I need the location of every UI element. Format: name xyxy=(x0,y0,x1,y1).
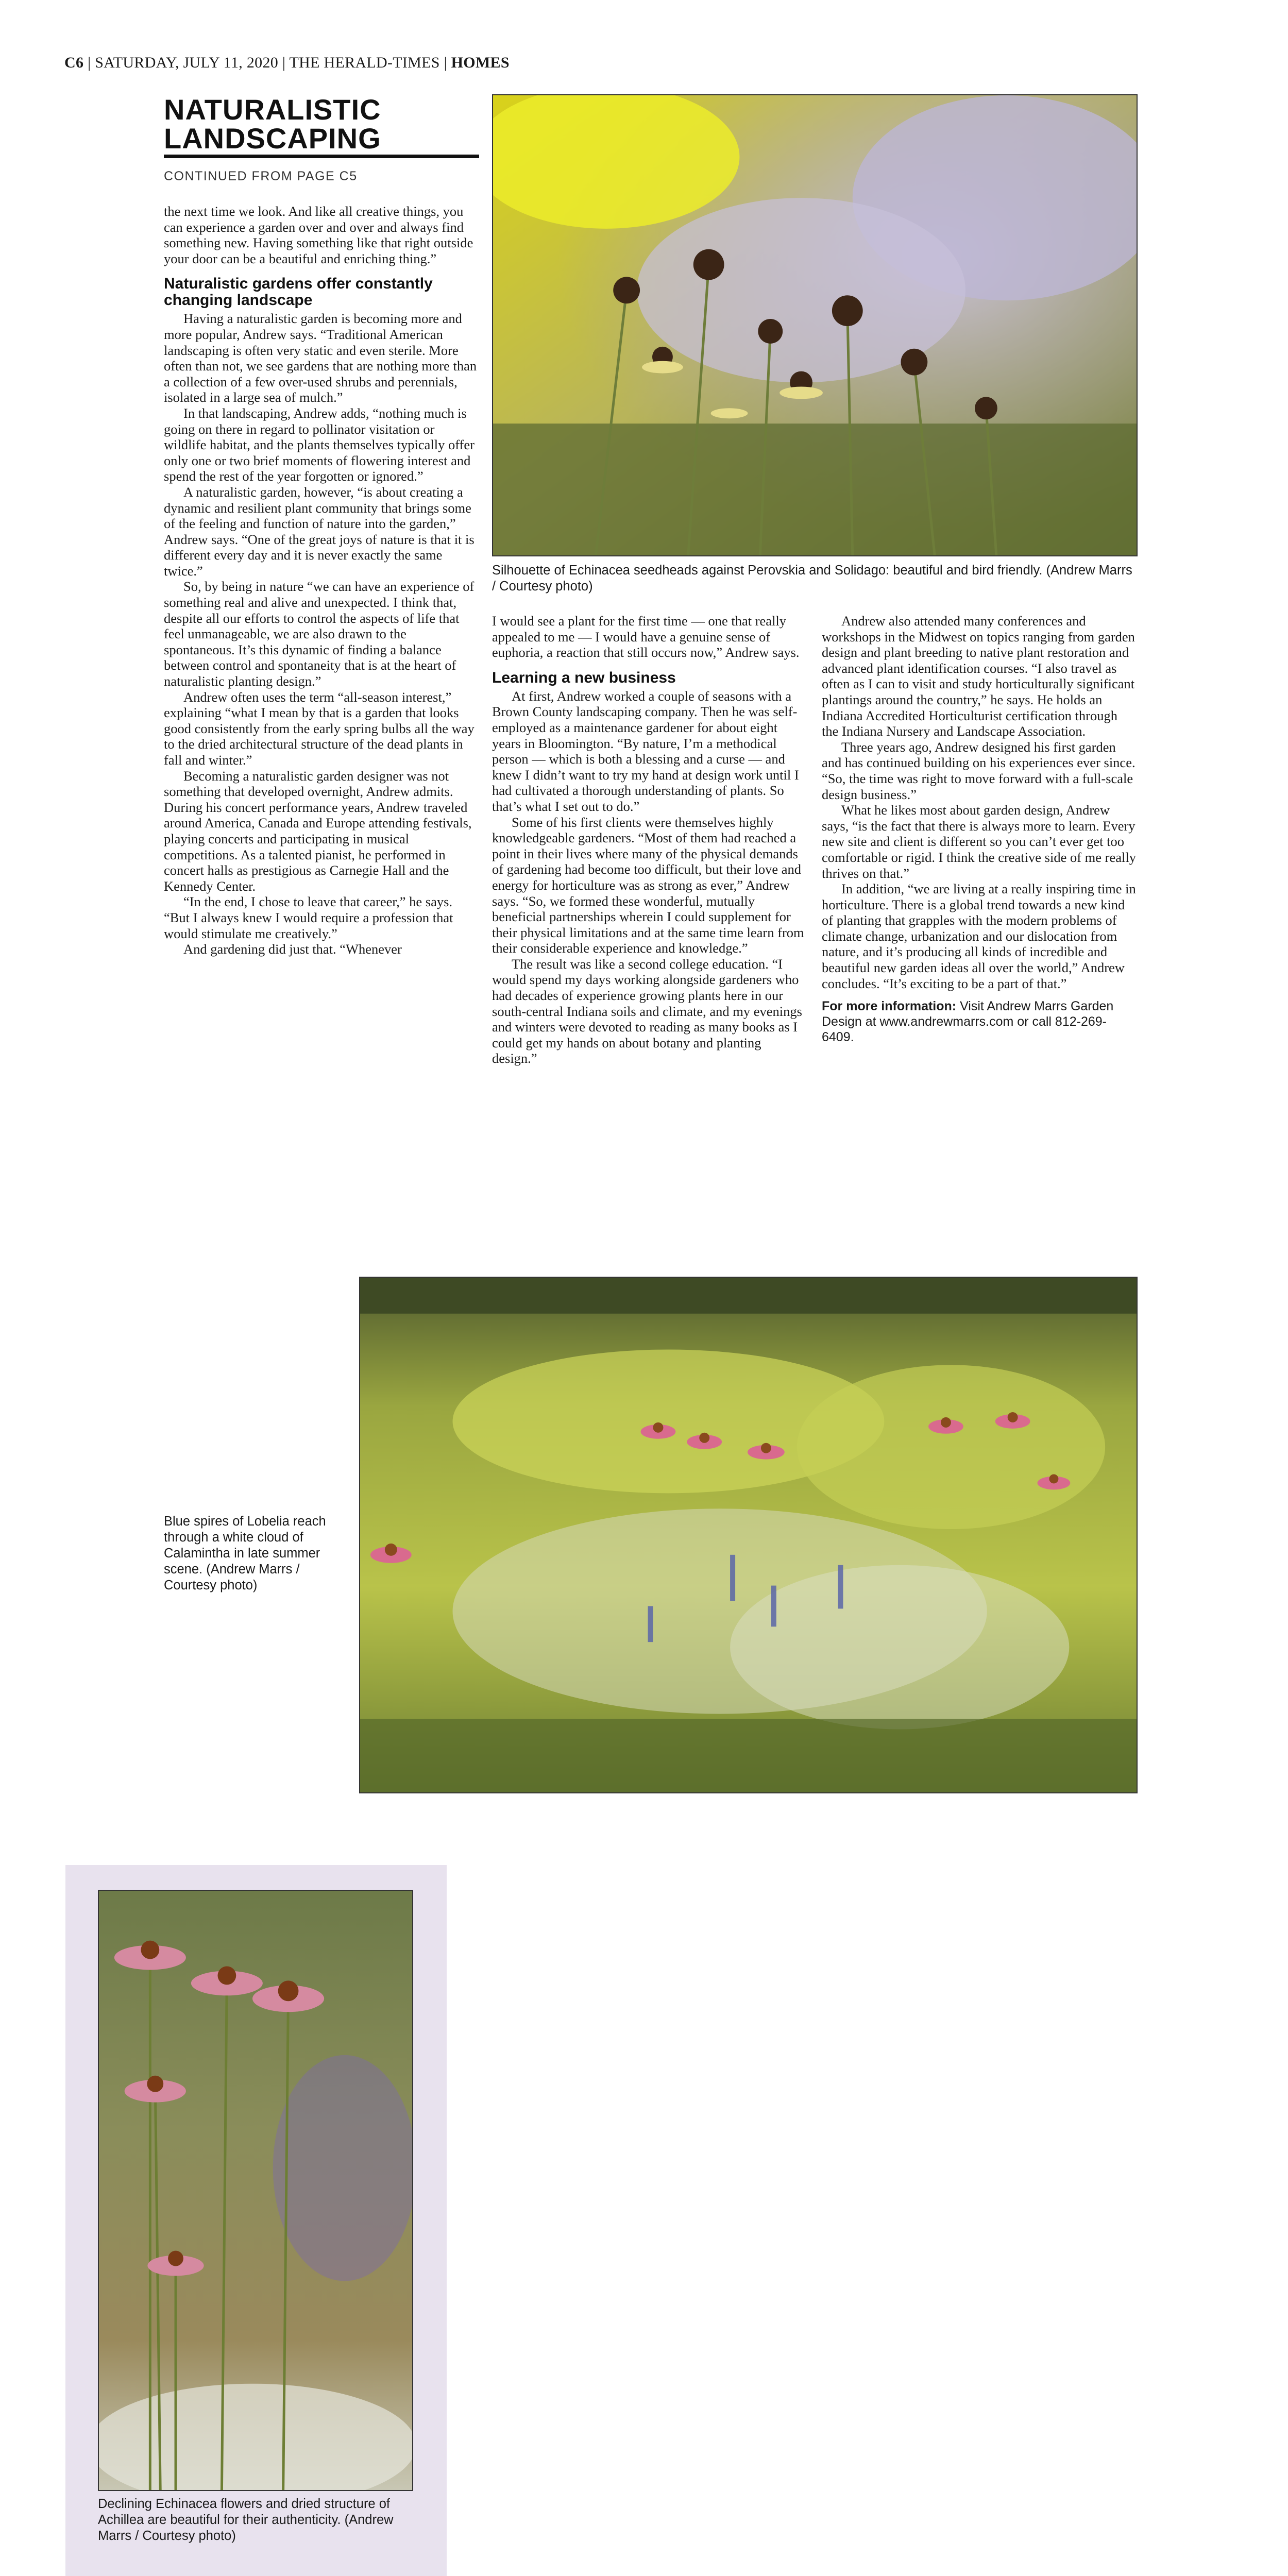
paragraph: Andrew often uses the term “all-season interest,” explaining “what I mean by that is a garden that looks good consistently from the early spring bulbs all the way to the dried architectural structure of the dead plants in fall and winter.” xyxy=(164,689,474,768)
photo-lobelia-calamintha xyxy=(359,1277,1138,1793)
paragraph: Having a naturalistic garden is becoming more and more popular, Andrew says. “Traditional American landscaping is often very static and even sterile. More often than not, we see gardens that are nothing more than a collection of a few over-used shrubs and perennials, isolated in a large sea of mulch.” xyxy=(164,311,477,405)
paragraph: In that landscaping, Andrew adds, “nothing much is going on there in regard to pollinator visitation or wildlife habitat, and the plants themselves typically offer only one or two brief moments of flowering interest and spend the rest of the year forgotten or ignored.” xyxy=(164,405,474,484)
page-number: C6 xyxy=(64,54,84,71)
title-line-1: NATURALISTIC xyxy=(164,93,381,126)
folio-sep: | xyxy=(282,54,290,71)
issue-date: SATURDAY, JULY 11, 2020 xyxy=(95,54,279,71)
subheading: Naturalistic gardens offer constantly changing landscape xyxy=(164,275,433,309)
page-folio xyxy=(64,54,510,72)
echinacea-seedheads-image xyxy=(493,95,1137,555)
paragraph: “In the end, I chose to leave that career,” he says. “But I always knew I would require a profession that would stimulate me creatively.” xyxy=(164,894,453,941)
photo-echinacea-seedheads xyxy=(492,94,1138,556)
more-information xyxy=(822,998,1137,1045)
section-name: HOMES xyxy=(451,54,510,71)
newspaper-name: THE HERALD-TIMES xyxy=(289,54,440,71)
lobelia-calamintha-image xyxy=(360,1278,1137,1792)
info-text: Visit Andrew Marrs Garden Design at www.andrewmarrs.com or call 812-269-6409. xyxy=(822,999,1114,1045)
subheading: Learning a new business xyxy=(492,669,676,686)
info-label: For more information: xyxy=(822,999,957,1014)
paragraph: Becoming a naturalistic garden designer was not something that developed overnight, Andrew admits. During his concert performance years, Andrew traveled around America, Canada and Europe attending festivals, playing concerts and participating in musical competitions. As a talented pianist, he performed in concert halls as prestigious as Carnegie Hall and the Kennedy Center. xyxy=(164,768,472,894)
paragraph: Andrew also attended many conferences and workshops in the Midwest on topics ranging from garden design and plant breeding to native plant restoration and advanced plant identification courses. “I also travel as often as I can to visit and study horticulturally significant plantings around the country,” he says. He holds an Indiana Accredited Horticulturist certification through the Indiana Nursery and Landscape Association. xyxy=(822,613,1135,739)
article-title xyxy=(164,95,478,153)
photo-caption-top: Silhouette of Echinacea seedheads against Perovskia and Solidago: beautiful and bird friendly. (Andrew Marrs / Courtesy photo) xyxy=(492,563,1132,594)
paragraph: At first, Andrew worked a couple of seasons with a Brown County landscaping company. Then he was self-employed as a maintenance gardener for about eight years in Bloomington. “By nature, I’m a methodical person — which is both a blessing and a curse — and knew I didn’t want to try my hand at design work until I had cultivated a thorough understanding of plants. So that’s what I set out to do.” xyxy=(492,688,799,814)
photo-declining-echinacea xyxy=(98,1890,413,2491)
article-column-1 xyxy=(164,204,478,957)
paragraph: So, by being in nature “we can have an experience of something real and alive and unexpected. I think that, despite all our efforts to control the aspects of life that feel unmanageable, we are also drawn to the spontaneous. It’s this dynamic of finding a balance between control and spontaneity that is at the heart of naturalistic planting design.” xyxy=(164,579,474,689)
folio-sep: | xyxy=(88,54,95,71)
folio-sep: | xyxy=(444,54,451,71)
paragraph: And gardening did just that. “Whenever xyxy=(183,941,402,957)
title-rule xyxy=(164,155,479,158)
paragraph: A naturalistic garden, however, “is about creating a dynamic and resilient plant community that brings some of the feeling and function of nature into the garden,” Andrew says. “One of the great joys of nature is that it is different every day and it is never exactly the same twice.” xyxy=(164,484,474,579)
continued-note: CONTINUED FROM PAGE C5 xyxy=(164,169,358,183)
paragraph: What he likes most about garden design, Andrew says, “is the fact that there is always more to learn. Every new site and client is different so you can’t ever get too comfortable or rigid. I think the creative side of me really thrives on that.” xyxy=(822,802,1137,881)
paragraph: In addition, “we are living at a really inspiring time in horticulture. There is a global trend towards a new kind of planting that grapples with the modern problems of climate change, urbanization and our dislocation from nature, and it’s producing all kinds of incredible and beautiful new garden ideas all over the world,” Andrew concludes. “It’s exciting to be a part of that.” xyxy=(822,881,1136,991)
article-column-2 xyxy=(492,613,809,1066)
photo-caption-middle: Blue spires of Lobelia reach through a white cloud of Calamintha in late summer scene. (Andrew Marrs / Courtesy photo) xyxy=(164,1514,326,1592)
paragraph: the next time we look. And like all creative things, you can experience a garden over and over and always find something new. Having something like that right outside your door can be a beautiful and enriching thing.” xyxy=(164,204,473,266)
paragraph: The result was like a second college education. “I would spend my days working alongside gardeners who had decades of experience growing plants here in our south-central Indiana soils and climate, and my evenings and winters were devoted to reading as many books as I could get my hands on about botany and planting design.” xyxy=(492,956,802,1066)
photo-caption-bottom: Declining Echinacea flowers and dried structure of Achillea are beautiful for their authenticity. (Andrew Marrs / Courtesy photo) xyxy=(98,2497,394,2543)
paragraph: Three years ago, Andrew designed his first garden and has continued building on his experiences ever since. “So, the time was right to move forward with a full-scale design business.” xyxy=(822,739,1136,802)
declining-echinacea-image xyxy=(99,1891,412,2490)
article-column-3 xyxy=(822,613,1137,1045)
paragraph: I would see a plant for the first time — one that really appealed to me — I would have a genuine sense of euphoria, a reaction that still occurs now,” Andrew says. xyxy=(492,613,800,660)
title-line-2: LANDSCAPING xyxy=(164,122,381,155)
paragraph: Some of his first clients were themselves highly knowledgeable gardeners. “Most of them had reached a point in their lives where many of the physical demands of gardening had become too difficult, but their love and energy for horticulture was as strong as ever,” Andrew says. “So, we formed these wonderful, mutually beneficial partnerships wherein I could supplement for their physical limitations and at the same time learn from their considerable experience and knowledge.” xyxy=(492,814,804,956)
